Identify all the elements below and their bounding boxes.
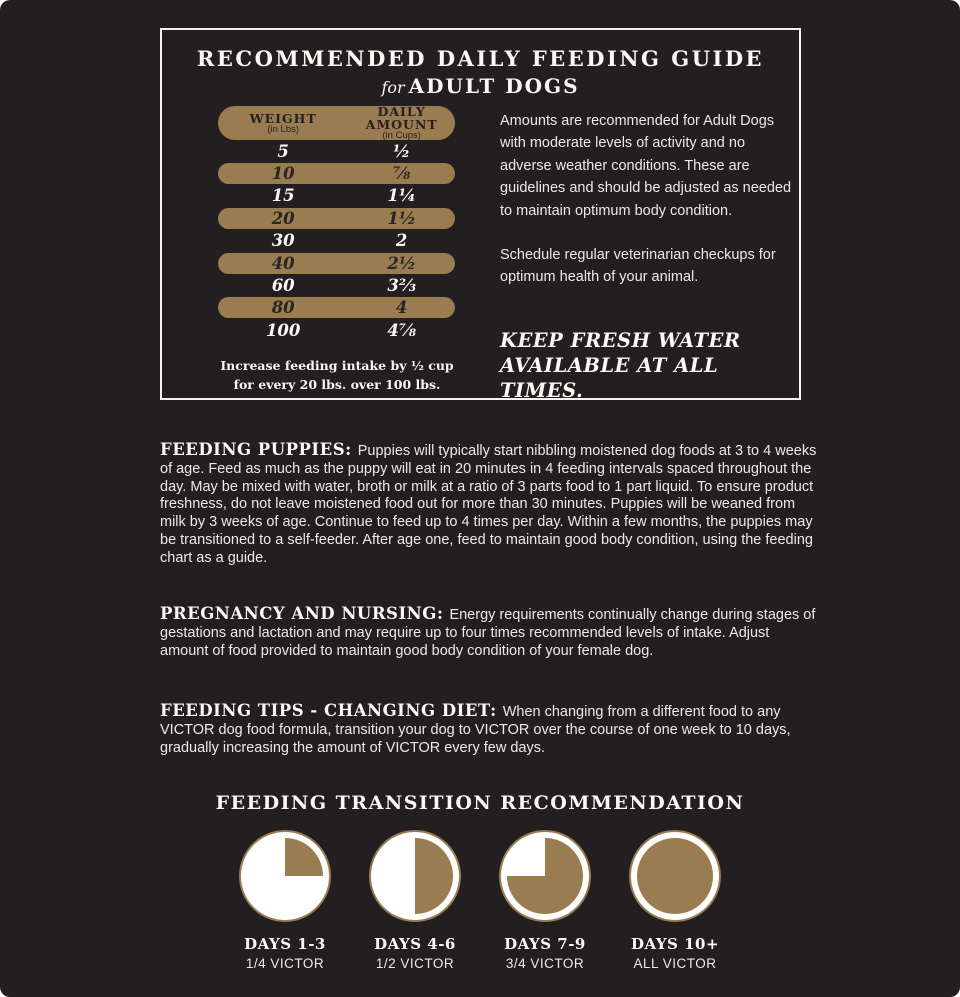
info-paragraph-1: Amounts are recommended for Adult Dogs with moderate levels of activity and no adverse weather conditions. These are guidelines and should be adjusted as needed to maintain optimum body condition.	[500, 113, 792, 219]
pie-chart-full	[629, 830, 721, 922]
transition-step	[610, 830, 740, 971]
transition-step	[350, 830, 480, 971]
amount-cell: ½	[393, 141, 411, 161]
weight-header: WEIGHT (in Lbs)	[249, 110, 317, 135]
step-days: DAYS 1-3	[244, 935, 326, 953]
pie-chart-quarter	[239, 830, 331, 922]
section-heading: FEEDING PUPPIES:	[160, 440, 352, 459]
step-mix: 1/2 VICTOR	[375, 956, 455, 971]
guide-title-line2	[162, 74, 799, 98]
section-heading: FEEDING TIPS - CHANGING DIET:	[160, 701, 497, 720]
weight-cell: 20	[271, 208, 295, 228]
weight-cell: 60	[271, 275, 295, 295]
amount-cell: 1½	[387, 208, 417, 228]
amount-cell: 3⅔	[387, 275, 416, 295]
weight-cell: 15	[271, 186, 295, 206]
table-row	[218, 319, 455, 341]
transition-step	[480, 830, 610, 971]
pie-chart-half	[369, 830, 461, 922]
step-mix: ALL VICTOR	[633, 956, 717, 971]
amount-cell: 4	[395, 298, 408, 318]
section-body: Puppies will typically start nibbling moistened dog foods at 3 to 4 weeks of age. Feed as much as the puppy will eat in 20 minutes in 4 feeding intervals spaced throughout the day. May be mixed with water, broth or milk at a ratio of 3 parts food to 1 part liquid. To ensure product freshness, do not leave moistened food out for more than 30 minutes. Puppies will be weaned from milk by 3 weeks of age. Continue to feed up to 4 times per day. Within a few months, the puppies may be transitioned to a self-feeder. After age one, feed to maintain good body condition, using the feeding chart as a guide.	[160, 443, 817, 566]
amount-cell: 2	[395, 231, 408, 251]
amount-cell: 2½	[387, 253, 417, 273]
weight-cell: 5	[277, 141, 289, 161]
feeding-table-header	[218, 106, 455, 140]
section-feeding-puppies	[160, 441, 820, 568]
table-row	[218, 297, 455, 318]
weight-cell: 40	[271, 253, 295, 273]
section-feeding-tips	[160, 702, 820, 757]
pie-chart-three-quarter	[499, 830, 591, 922]
step-mix: 3/4 VICTOR	[505, 956, 585, 971]
table-row	[218, 208, 455, 229]
water-notice: KEEP FRESH WATER AVAILABLE AT ALL TIMES.	[500, 329, 741, 402]
guide-title-for: for	[381, 78, 405, 97]
guide-title	[162, 46, 799, 98]
section-body: When changing from a different food to any VICTOR dog food formula, transition your dog to VICTOR over the course of one week to 10 days, gradually increasing the amount of VICTOR every few days.	[160, 704, 791, 756]
feeding-table	[218, 106, 455, 341]
table-row	[218, 253, 455, 274]
amount-cell: ⅞	[393, 164, 411, 184]
section-heading: PREGNANCY AND NURSING:	[160, 604, 444, 623]
table-row	[218, 274, 455, 296]
info-text	[500, 110, 795, 289]
guide-title-line1: RECOMMENDED DAILY FEEDING GUIDE	[196, 46, 765, 71]
step-days: DAYS 10+	[630, 935, 720, 953]
section-pregnancy-nursing	[160, 605, 820, 660]
weight-cell: 80	[271, 298, 295, 318]
info-paragraph-2: Schedule regular veterinarian checkups for optimum health of your animal.	[500, 247, 776, 286]
table-row	[218, 230, 455, 252]
weight-cell: 30	[271, 231, 295, 251]
step-days: DAYS 7-9	[504, 935, 586, 953]
amount-cell: 4⅞	[387, 320, 416, 340]
guide-title-adult-dogs: ADULT DOGS	[408, 74, 580, 98]
step-days: DAYS 4-6	[374, 935, 456, 953]
weight-cell: 100	[265, 320, 301, 340]
amount-cell: 1¼	[387, 186, 417, 206]
weight-cell: 10	[271, 164, 295, 184]
table-row	[218, 163, 455, 184]
daily-amount-header: DAILY AMOUNT (in Cups)	[365, 104, 438, 141]
daily-feeding-guide-box	[160, 28, 801, 400]
transition-heading: FEEDING TRANSITION RECOMMENDATION	[215, 792, 745, 814]
section-body: Energy requirements continually change during stages of gestations and lactation and may require up to four times recommended levels of intake. Adjust amount of food provided to maintain good body condition of your female dog.	[160, 607, 816, 659]
table-row	[218, 185, 455, 207]
step-mix: 1/4 VICTOR	[245, 956, 325, 971]
table-footnote: Increase feeding intake by ½ cup for every 20 lbs. over 100 lbs.	[220, 358, 454, 392]
transition-steps	[220, 830, 740, 971]
table-row	[218, 140, 455, 162]
transition-step	[220, 830, 350, 971]
